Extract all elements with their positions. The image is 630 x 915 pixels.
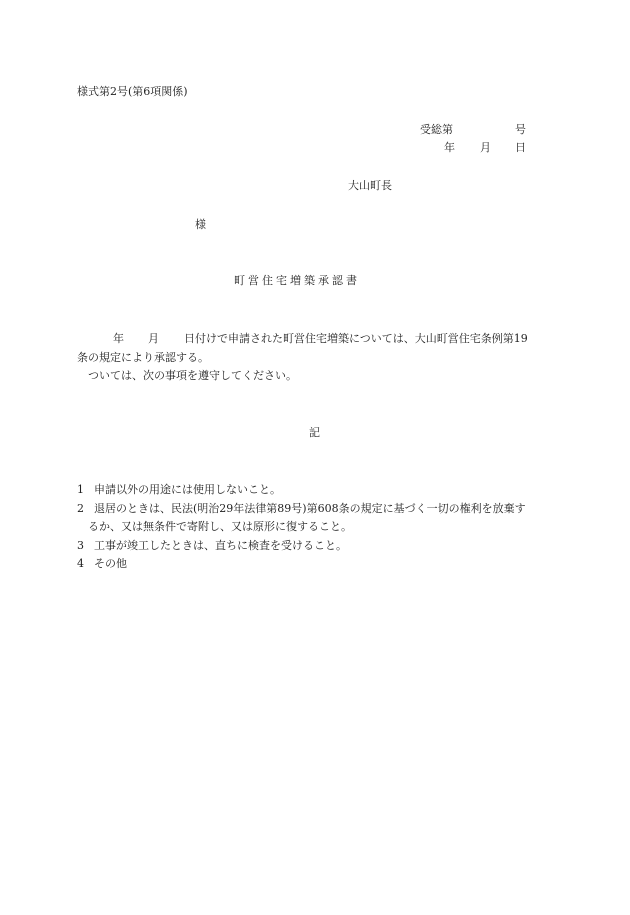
ki-heading: 記 — [309, 426, 320, 439]
body-text-line-2: 条の規定により承認する。 — [77, 351, 209, 364]
issue-date-year: 年 — [444, 141, 455, 154]
condition-item-2 — [77, 503, 526, 514]
condition-item-1 — [77, 484, 281, 495]
item-text: その他 — [94, 557, 127, 570]
body-text-line-1: 日付けで申請された町営住宅増築については、大山町営住宅条例第19 — [184, 332, 528, 345]
issuer-name: 大山町長 — [348, 179, 392, 192]
receipt-number-suffix: 号 — [515, 123, 526, 136]
condition-item-4 — [77, 558, 127, 569]
issue-date-month: 月 — [480, 141, 491, 154]
condition-item-3 — [77, 540, 347, 551]
item-number: 3 — [77, 539, 84, 552]
body-text-line-3: ついては、次の事項を遵守してください。 — [88, 369, 297, 382]
item-text: 申請以外の用途には使用しないこと。 — [94, 483, 281, 496]
condition-item-2-continued: るか、又は無条件で寄附し、又は原形に復すること。 — [88, 520, 352, 533]
addressee-honorific: 様 — [195, 218, 206, 231]
document-title: 町営住宅増築承認書 — [234, 274, 360, 287]
application-date-month: 月 — [148, 332, 159, 345]
item-number: 2 — [77, 502, 84, 515]
item-text: 工事が竣工したときは、直ちに検査を受けること。 — [94, 539, 347, 552]
item-text: 退居のときは、民法(明治29年法律第89号)第608条の規定に基づく一切の権利を放棄す — [94, 502, 526, 515]
receipt-number-prefix: 受総第 — [420, 123, 453, 136]
item-number: 1 — [77, 483, 84, 496]
form-label: 様式第2号(第6項関係) — [77, 85, 188, 98]
application-date-year: 年 — [113, 332, 124, 345]
issue-date-day: 日 — [515, 141, 526, 154]
item-number: 4 — [77, 557, 84, 570]
